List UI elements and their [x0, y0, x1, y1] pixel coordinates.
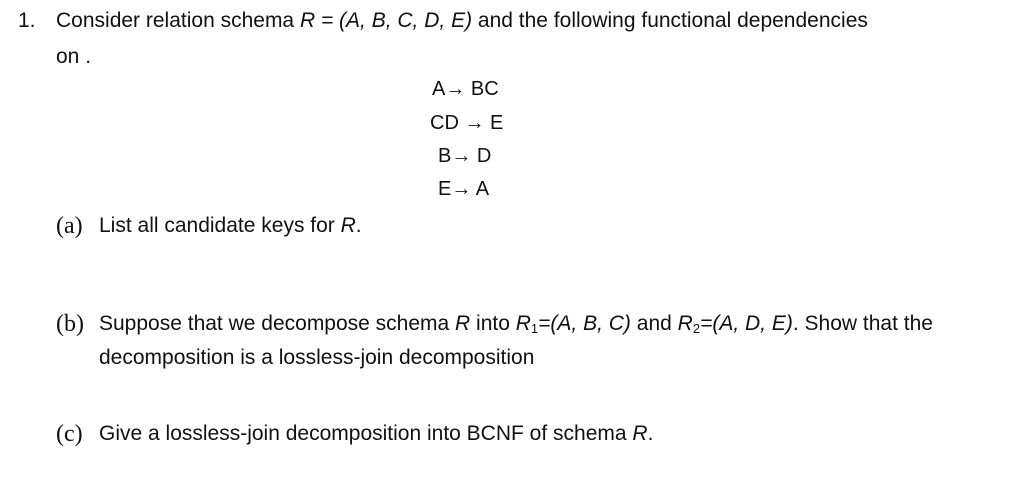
part-b-text [99, 312, 933, 336]
r1-definition: =(A, B, C) [538, 312, 631, 335]
r2-subscript: 2 [692, 321, 701, 336]
part-a-text-prefix: List all candidate keys for [99, 214, 341, 237]
part-c-text [99, 422, 653, 446]
question-intro-prefix: Consider relation schema [56, 9, 300, 32]
question-intro-line2: on . [56, 45, 92, 68]
part-c-text-suffix: . [647, 422, 654, 445]
part-b-text-line2: decomposition is a lossless-join decomposition [99, 346, 535, 369]
r2-letter: R [677, 312, 693, 335]
part-c-label: (c) [56, 421, 83, 447]
schema-name: R [455, 312, 471, 335]
part-a-label: (a) [56, 213, 83, 239]
relation-schema: R = (A, B, C, D, E) [299, 9, 473, 32]
functional-dependency: B→ D [438, 145, 492, 167]
part-b-text-prefix: Suppose that we decompose schema [99, 312, 456, 335]
part-b-label: (b) [56, 311, 84, 337]
question-intro-suffix: and the following functional dependencies [472, 9, 868, 32]
r1-letter: R [515, 312, 531, 335]
functional-dependency: E→ A [438, 178, 490, 200]
question-number: 1. [18, 9, 36, 32]
part-b-text-mid2: and [630, 312, 678, 335]
part-c-text-prefix: Give a lossless-join decomposition into BCNF of schema [99, 422, 633, 445]
functional-dependency: A→ BC [432, 78, 499, 100]
part-b-text-mid1: into [470, 312, 516, 335]
r2-definition: =(A, D, E) [700, 312, 793, 335]
question-intro [56, 9, 868, 33]
part-a-text-suffix: . [355, 214, 362, 237]
part-a-text [99, 214, 362, 238]
functional-dependency: CD → E [430, 112, 504, 134]
schema-name: R [340, 214, 356, 237]
part-b-text-suffix: . Show that the [792, 312, 933, 335]
r1-subscript: 1 [530, 321, 539, 336]
schema-name: R [632, 422, 648, 445]
